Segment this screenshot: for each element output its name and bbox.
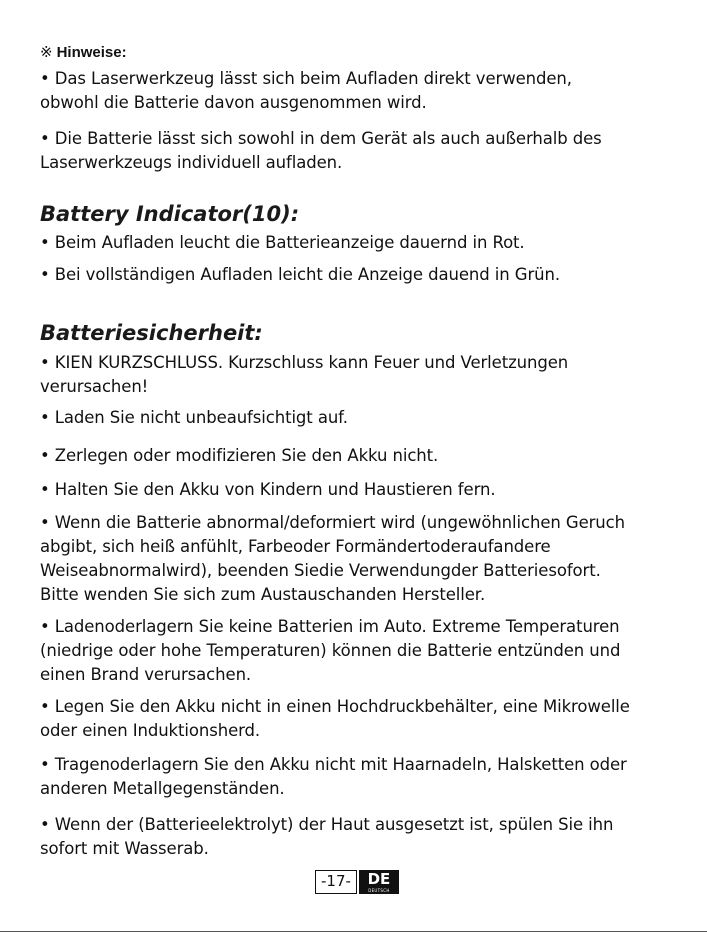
notes-heading [40, 42, 127, 63]
battery-indicator-item-2 [40, 263, 670, 287]
battery-safety-item-3 [40, 444, 670, 468]
text-line: • Bei vollständigen Aufladen leicht die Anzeige dauend in Grün. [40, 265, 561, 284]
battery-indicator-heading: Battery Indicator(10): [40, 202, 300, 226]
text-line: • Das Laserwerkzeug lässt sich beim Aufladen direkt verwenden, [40, 69, 572, 88]
text-line: • Wenn die Batterie abnormal/deformiert wird (ungewöhnlichen Geruch [40, 513, 625, 532]
text-line: Weiseabnormalwird), beenden Siedie Verwendungder Batteriesofort. [40, 561, 601, 580]
text-line: • Beim Aufladen leucht die Batterieanzeige dauernd in Rot. [40, 233, 525, 252]
page-number: -17- [315, 870, 357, 894]
text-line: obwohl die Batterie davon ausgenommen wird. [40, 93, 427, 112]
text-line: abgibt, sich heiß anfühlt, Farbeoder Formändertoderaufandere [40, 537, 551, 556]
battery-safety-item-5 [40, 511, 670, 607]
text-line: • Tragenoderlagern Sie den Akku nicht mit Haarnadeln, Halsketten oder [40, 755, 627, 774]
notes-item-2 [40, 127, 670, 175]
text-line: anderen Metallgegenständen. [40, 779, 285, 798]
text-line: einen Brand verursachen. [40, 665, 252, 684]
language-code: DE [367, 870, 391, 888]
battery-safety-item-6 [40, 615, 670, 687]
text-line: Laserwerkzeugs individuell aufladen. [40, 153, 343, 172]
battery-indicator-item-1 [40, 231, 670, 255]
battery-safety-item-4 [40, 478, 670, 502]
battery-safety-item-1 [40, 351, 670, 399]
reference-mark: ※ [40, 43, 53, 61]
bottom-divider [0, 931, 707, 932]
text-line: (niedrige oder hohe Temperaturen) können die Batterie entzünden und [40, 641, 621, 660]
notes-item-1 [40, 67, 670, 115]
text-line: • Wenn der (Batterieelektrolyt) der Haut ausgesetzt ist, spülen Sie ihn [40, 815, 614, 834]
text-line: oder einen Induktionsherd. [40, 721, 261, 740]
text-line: • KIEN KURZSCHLUSS. Kurzschluss kann Feuer und Verletzungen [40, 353, 569, 372]
text-line: • Laden Sie nicht unbeaufsichtigt auf. [40, 408, 348, 427]
notes-heading-text: Hinweise: [56, 44, 127, 61]
text-line: • Zerlegen oder modifizieren Sie den Akku nicht. [40, 446, 439, 465]
text-line: • Legen Sie den Akku nicht in einen Hochdruckbehälter, eine Mikrowelle [40, 697, 630, 716]
text-line: verursachen! [40, 377, 149, 396]
text-line: • Die Batterie lässt sich sowohl in dem Gerät als auch außerhalb des [40, 129, 602, 148]
page-footer [315, 870, 399, 894]
battery-safety-item-8 [40, 753, 670, 801]
text-line: sofort mit Wasserab. [40, 839, 209, 858]
language-badge [359, 870, 399, 894]
battery-safety-item-9 [40, 813, 670, 861]
language-name: DEUTSCH [368, 888, 390, 893]
text-line: • Halten Sie den Akku von Kindern und Haustieren fern. [40, 480, 496, 499]
battery-safety-item-7 [40, 695, 670, 743]
text-line: Bitte wenden Sie sich zum Austauschanden Hersteller. [40, 585, 486, 604]
battery-safety-item-2 [40, 406, 670, 430]
text-line: • Ladenoderlagern Sie keine Batterien im Auto. Extreme Temperaturen [40, 617, 620, 636]
battery-safety-heading: Batteriesicherheit: [40, 321, 263, 345]
